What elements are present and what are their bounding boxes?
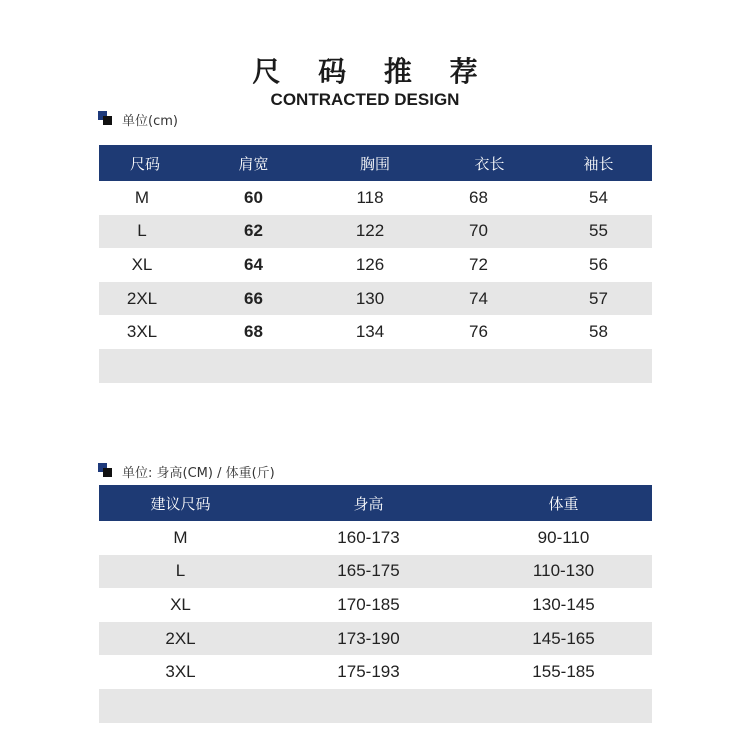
table-row <box>99 555 652 589</box>
cell-size: 3XL <box>126 322 158 342</box>
cell-shoulder: 64 <box>244 254 263 274</box>
table-row <box>99 622 652 656</box>
cell-sleeve: 55 <box>545 215 652 249</box>
header-height: 身高 <box>262 485 475 521</box>
cell-chest: 126 <box>355 254 385 274</box>
cell-shoulder: 66 <box>191 282 316 316</box>
header-chest: 胸围 <box>316 145 434 181</box>
cell-length: 76 <box>469 322 488 342</box>
cell-chest: 122 <box>316 215 434 249</box>
square-bullet-icon <box>98 463 114 479</box>
square-bullet-icon <box>98 111 114 127</box>
cell-length: 72 <box>469 254 488 274</box>
unit-label-2 <box>98 460 275 482</box>
cell-size: M <box>134 187 150 207</box>
page-subtitle: CONTRACTED DESIGN <box>270 90 460 109</box>
unit-label-1 <box>98 108 178 130</box>
table-row <box>99 248 652 282</box>
page-title: 尺 码 推 荐 <box>252 55 492 88</box>
table-row <box>99 215 652 249</box>
cell-weight: 155-185 <box>532 662 595 682</box>
cell-sleeve: 58 <box>589 322 608 342</box>
header-length: 衣长 <box>434 145 545 181</box>
cell-weight: 130-145 <box>532 594 595 614</box>
cell-sleeve: 54 <box>589 187 608 207</box>
cell-weight: 145-165 <box>475 622 652 656</box>
cell-height: 165-175 <box>262 555 475 589</box>
cell-size: XL <box>170 594 191 614</box>
cell-size: 2XL <box>99 622 262 656</box>
header-size: 尺码 <box>99 145 191 181</box>
table-row <box>99 521 652 555</box>
cell-chest: 118 <box>356 187 384 207</box>
cell-length: 70 <box>434 215 545 249</box>
cell-size: L <box>99 215 191 249</box>
table-row <box>99 181 652 215</box>
cell-size: 3XL <box>165 662 196 682</box>
cell-size: 2XL <box>99 282 191 316</box>
cell-height: 160-173 <box>337 527 400 547</box>
measurement-table <box>99 145 652 383</box>
cell-shoulder: 62 <box>191 215 316 249</box>
cell-size: L <box>99 555 262 589</box>
cell-weight: 90-110 <box>537 527 590 547</box>
cell-length: 74 <box>434 282 545 316</box>
table-row <box>99 282 652 316</box>
table-row <box>99 315 652 349</box>
cell-sleeve: 57 <box>545 282 652 316</box>
cell-length: 68 <box>469 187 488 207</box>
cell-sleeve: 56 <box>589 254 608 274</box>
cell-chest: 130 <box>316 282 434 316</box>
table-row-empty <box>99 689 652 723</box>
cell-shoulder: 60 <box>244 187 263 207</box>
header-shoulder: 肩宽 <box>191 145 316 181</box>
header-sleeve: 袖长 <box>545 145 652 181</box>
cell-size: M <box>173 527 188 547</box>
unit-text: 单位(cm) <box>122 113 178 129</box>
cell-chest: 134 <box>355 322 385 342</box>
table-row <box>99 655 652 689</box>
header-weight: 体重 <box>475 485 652 521</box>
table-row <box>99 588 652 622</box>
unit-text: 单位: 身高(CM) / 体重(斤) <box>122 465 275 481</box>
recommendation-table <box>99 485 652 723</box>
cell-weight: 110-130 <box>475 555 652 589</box>
cell-height: 170-185 <box>337 594 400 614</box>
table-header-row <box>99 145 652 181</box>
cell-height: 175-193 <box>337 662 400 682</box>
cell-size: XL <box>131 254 153 274</box>
cell-height: 173-190 <box>262 622 475 656</box>
header-size: 建议尺码 <box>99 485 262 521</box>
table-row-empty <box>99 349 652 383</box>
table-header-row <box>99 485 652 521</box>
cell-shoulder: 68 <box>244 322 263 342</box>
